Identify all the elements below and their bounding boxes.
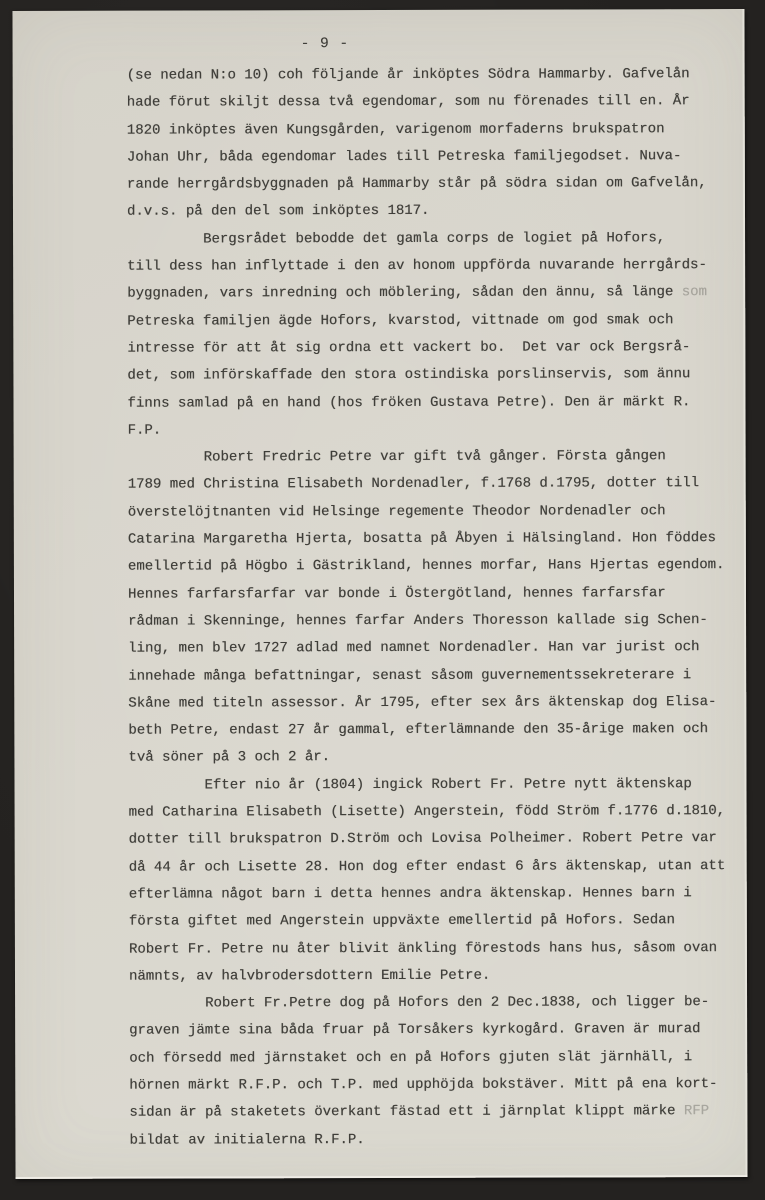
page-number: - 9 - (300, 36, 350, 53)
text-line: (se nedan N:o 10) coh följande år inköptes Södra Hammarby. Gafvelån (126, 66, 690, 84)
text-line: Robert Fr.Petre dog på Hofors den 2 Dec.1838, och ligger be- (205, 994, 710, 1012)
text-line: då 44 år och Lisette 28. Hon dog efter endast 6 års äktenskap, utan att (128, 857, 726, 876)
text-line: ling, men blev 1727 adlad med namnet Nordenadler. Han var jurist och (128, 639, 700, 657)
text-line: rådman i Skenninge, hennes farfar Anders Thoresson kallade sig Schen- (128, 612, 708, 630)
text-line: efterlämna något barn i detta hennes andra äktenskap. Hennes barn i (128, 885, 692, 903)
text-line: dotter till brukspatron D.Ström och Lovisa Polheimer. Robert Petre var (128, 830, 717, 848)
text-line: Johan Uhr, båda egendomar lades till Petreska familjegodset. Nuva- (126, 148, 682, 166)
text-line: hörnen märkt R.F.P. och T.P. med upphöjda bokstäver. Mitt på ena kort- (129, 1076, 718, 1094)
text-line: Efter nio år (1804) ingick Robert Fr. Petre nytt äktenskap (204, 775, 692, 794)
text-line: överstelöjtnanten vid Helsinge regemente Theodor Nordenadler och (127, 503, 666, 521)
document-body (127, 61, 736, 1154)
text-line: 1789 med Christina Elisabeth Nordenadler, f.1768 d.1795, dotter till (127, 475, 700, 494)
text-line: F.P. (127, 422, 162, 439)
text-line: Bergsrådet bebodde det gamla corps de logiet på Hofors, (203, 230, 666, 248)
text-line: två söner på 3 och 2 år. (128, 749, 331, 767)
text-line: Skåne med titeln assessor. År 1795, efter sex års äktenskap dog Elisa- (128, 693, 717, 712)
text-line: till dess han inflyttade i den av honom uppförda nuvarande herrgårds- (127, 257, 707, 275)
text-line: intresse för att åt sig ordna ett vackert bo. Det var ock Bergsrå- (127, 339, 691, 357)
paper-sheet (12, 9, 747, 1179)
text-line: bildat av initialerna R.F.P. (129, 1131, 365, 1149)
text-line: Catarina Margaretha Hjerta, bosatta på Åbyen i Hälsingland. Hon föddes (127, 530, 716, 548)
text-line: nämnts, av halvbrodersdottern Emilie Petre. (128, 967, 491, 985)
text-line: graven jämte sina båda fruar på Torsåkers kyrkogård. Graven är murad (129, 1021, 701, 1040)
text-line: med Catharina Elisabeth (Lisette) Angerstein, född Ström f.1776 d.1810, (128, 803, 726, 821)
text-line: rande herrgårdsbyggnaden på Hammarby står på södra sidan om Gafvelån, (126, 175, 707, 193)
text-line: Hennes farfarsfarfar var bonde i Östergötland, hennes farfarsfar (127, 584, 666, 603)
text-line: första giftet med Angerstein uppväxte emellertid på Hofors. Sedan (128, 912, 675, 930)
text-line: Robert Fredric Petre var gift två gånger. Första gången (203, 448, 666, 466)
text-line: byggnaden, vars inredning och möblering, sådan den ännu, så länge som (127, 284, 707, 303)
text-line: beth Petre, endast 27 år gammal, efterlämnande den 35-årige maken och (128, 721, 709, 739)
faded-text: RFP (683, 1103, 710, 1120)
text-line: emellertid på Högbo i Gästrikland, hennes morfar, Hans Hjertas egendom. (127, 557, 725, 576)
text-line: innehade många befattningar, senast såsom guvernementssekreterare i (128, 666, 692, 685)
text-line: 1820 inköptes även Kungsgården, varigenom morfaderns brukspatron (126, 120, 665, 139)
text-line: finns samlad på en hand (hos fröken Gustava Petre). Den är märkt R. (127, 393, 691, 412)
text-line: sidan är på staketets överkant fästad ett i järnplat klippt märke RFP (129, 1103, 710, 1121)
text-line: det, som införskaffade den stora ostindiska porslinservis, som ännu (127, 366, 691, 384)
text-line: Robert Fr. Petre nu åter blivit änkling förestods hans hus, såsom ovan (128, 939, 718, 958)
text-line: och försedd med järnstaket och en på Hofors gjuten slät järnhäll, i (129, 1048, 693, 1067)
text-line: d.v.s. på den del som inköptes 1817. (126, 203, 430, 221)
faded-text: som (681, 284, 707, 301)
text-line: Petreska familjen ägde Hofors, kvarstod, vittnade om god smak och (127, 311, 674, 330)
text-line: hade förut skiljt dessa två egendomar, som nu förenades till en. År (126, 93, 690, 111)
